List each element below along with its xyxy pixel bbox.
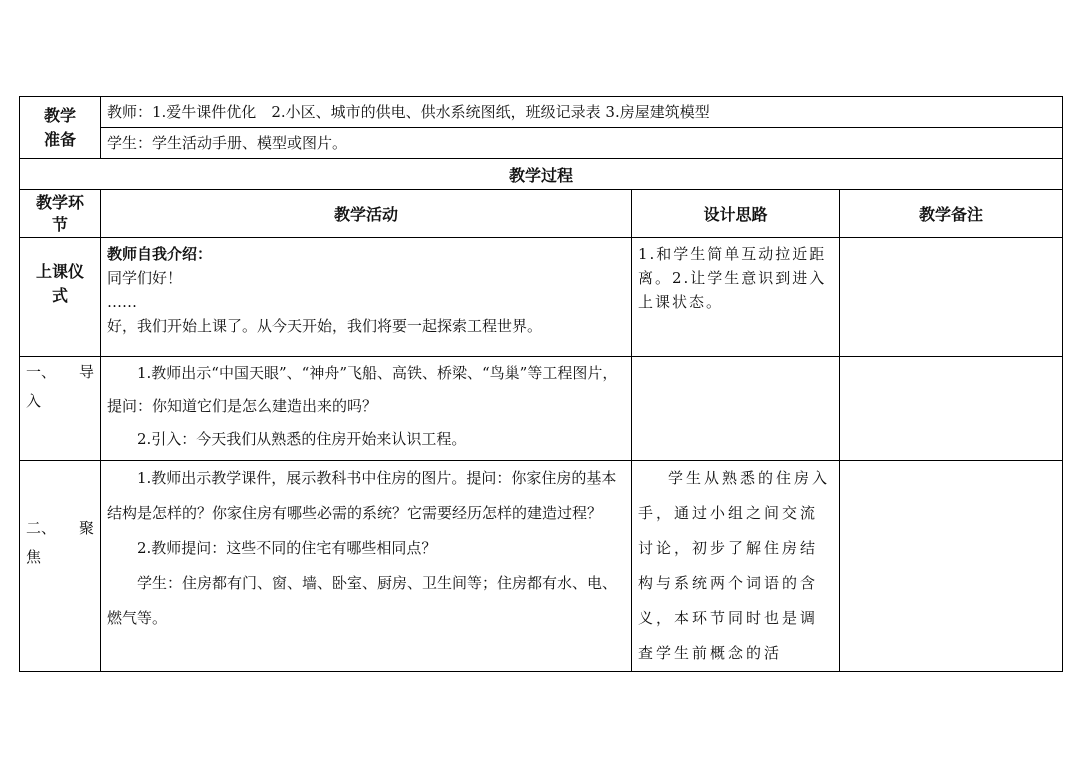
notes-cell — [840, 461, 1063, 672]
activity-para: 2.引入：今天我们从熟悉的住房开始来认识工程。 — [137, 430, 467, 448]
table-row — [20, 357, 1063, 461]
process-title: 教学过程 — [20, 159, 1063, 190]
prep-teacher-row — [20, 97, 1063, 128]
stage-part: 一、 — [26, 363, 57, 381]
header-row — [20, 190, 1063, 238]
design-cell: 1.和学生简单互动拉近距离。2.让学生意识到进入上课状态。 — [632, 238, 840, 357]
activity-para: 2.教师提问：这些不同的住宅有哪些相同点？ — [137, 539, 437, 557]
notes-cell — [840, 238, 1063, 357]
stage-line1 — [26, 517, 94, 538]
header-stage-line1: 教学环 — [35, 192, 84, 212]
prep-teacher: 教师：1.爱牛课件优化 2.小区、城市的供电、供水系统图纸，班级记录表 3.房屋建筑模型 — [101, 97, 1063, 128]
stage-line1: 上课仪 — [35, 262, 84, 281]
activity-line: 同学们好！ — [107, 269, 183, 287]
activity-para: 1.教师出示教学课件，展示教科书中住房的图片。提问：你家住房的基本结构是怎样的？你家住房有哪些必需的系统？它需要经历怎样的建造过程？ — [107, 469, 617, 522]
design-cell — [632, 357, 840, 461]
table-row — [20, 461, 1063, 672]
prep-label-line2: 准备 — [43, 129, 76, 149]
stage-cell — [20, 461, 101, 672]
header-stage — [20, 190, 101, 238]
prep-student-row — [20, 128, 1063, 159]
activity-line: 好，我们开始上课了。从今天开始，我们将要一起探索工程世界。 — [107, 317, 543, 335]
lesson-plan-table — [19, 96, 1063, 672]
activity-cell — [101, 238, 632, 357]
intro-heading: 教师自我介绍： — [107, 245, 213, 263]
stage-line2: 入 — [26, 392, 42, 410]
activity-para: 1.教师出示“中国天眼”、“神舟”飞船、高铁、桥梁、“鸟巢”等工程图片，提问：你知道它们是怎么建造出来的吗？ — [107, 364, 618, 415]
process-title-row — [20, 159, 1063, 190]
stage-cell — [20, 238, 101, 357]
header-notes: 教学备注 — [840, 190, 1063, 238]
stage-part: 导 — [78, 363, 94, 381]
prep-student: 学生：学生活动手册、模型或图片。 — [101, 128, 1063, 159]
stage-cell — [20, 357, 101, 461]
stage-part: 聚 — [78, 519, 94, 537]
activity-para: 学生：住房都有门、窗、墙、卧室、厨房、卫生间等；住房都有水、电、燃气等。 — [107, 574, 618, 627]
stage-part: 二、 — [26, 519, 57, 537]
activity-cell — [101, 357, 632, 461]
activity-cell — [101, 461, 632, 672]
header-design: 设计思路 — [632, 190, 840, 238]
prep-label-line1: 教学 — [43, 105, 76, 125]
lesson-plan-page — [19, 96, 1062, 672]
design-cell: 学生从熟悉的住房入手，通过小组之间交流讨论，初步了解住房结构与系统两个词语的含义，本环节同时也是调查学生前概念的活 — [632, 461, 840, 672]
header-stage-line2: 节 — [51, 214, 68, 234]
stage-line1 — [26, 361, 94, 382]
activity-line: …… — [107, 293, 137, 311]
table-row — [20, 238, 1063, 357]
header-activity: 教学活动 — [101, 190, 632, 238]
stage-line2: 式 — [51, 286, 68, 305]
stage-line2: 焦 — [26, 548, 42, 566]
notes-cell — [840, 357, 1063, 461]
prep-label — [20, 97, 101, 159]
